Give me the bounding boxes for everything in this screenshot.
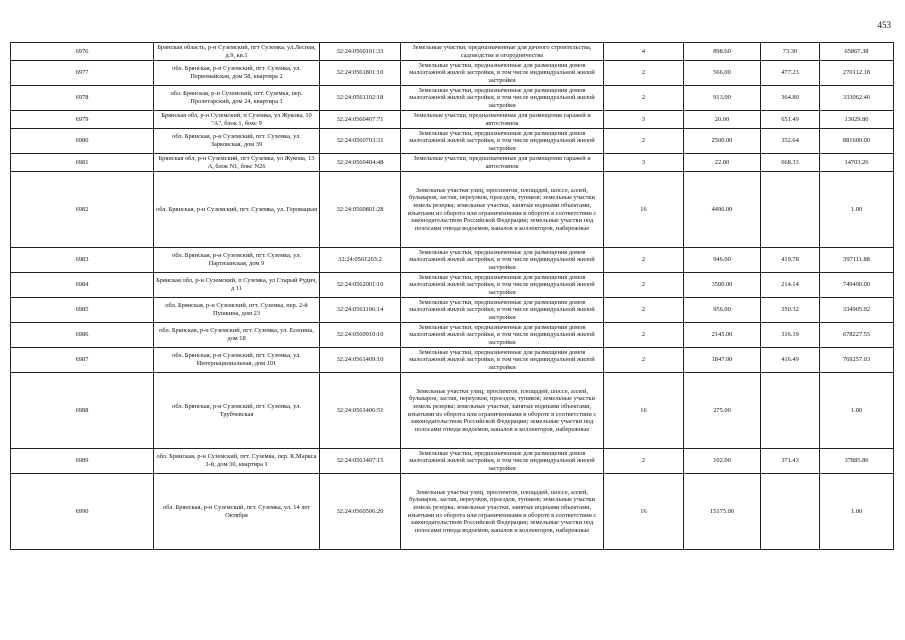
cadastral-value-cell: 14703.26 — [820, 154, 894, 172]
table-row — [11, 273, 894, 298]
row-number-cell: 6978 — [11, 86, 154, 111]
land-use-cell: Земельные участки, предназначенные для размещения домов малоэтажной жилой застройки, в том числе индивидуальной жилой застройки — [401, 61, 604, 86]
table-row — [11, 474, 894, 550]
group-cell: 2 — [604, 273, 684, 298]
rate-cell: 416.49 — [761, 348, 820, 373]
row-number-cell: 6985 — [11, 298, 154, 323]
land-registry-table — [10, 42, 894, 550]
address-cell: обл. Брянская, р-н Суземский, пгт. Суземка, ул. Интернациональная, дом 101 — [154, 348, 320, 373]
row-number-cell: 6980 — [11, 129, 154, 154]
land-use-cell: Земельные участки улиц, проспектов, площадей, шоссе, аллей, бульваров, застав, переулков, проездов, тупиков; земельные участки земель резерва; земельные участки, занятые водными объектами, изъятыми из оборота или ограниченными в обороте в соответствии с законодательством Российской Федерации; земельные участки под полосами отвода водоемов, каналов и коллекторов, набережные — [401, 172, 604, 248]
table-row — [11, 323, 894, 348]
cadastral-number-cell: 32:24:0561203:2 — [320, 248, 401, 273]
address-cell: обл. Брянская, р-н Суземский, пгт. Суземка, ул. Горовацкая — [154, 172, 320, 248]
rate-cell: 350.32 — [761, 298, 820, 323]
rate-cell: 214.14 — [761, 273, 820, 298]
cadastral-value-cell: 37885.86 — [820, 449, 894, 474]
land-use-cell: Земельные участки, предназначенные для дачного строительства, садоводства и огородничества — [401, 43, 604, 61]
area-cell: 1847.00 — [684, 348, 761, 373]
cadastral-value-cell: 881600.00 — [820, 129, 894, 154]
row-number-cell: 6976 — [11, 43, 154, 61]
cadastral-number-cell: 32:24:0560407:71 — [320, 111, 401, 129]
group-cell: 2 — [604, 61, 684, 86]
group-cell: 3 — [604, 154, 684, 172]
area-cell: 20.00 — [684, 111, 761, 129]
rate-cell — [761, 172, 820, 248]
cadastral-value-cell: 749490.00 — [820, 273, 894, 298]
land-use-cell: Земельные участки, предназначенные для размещения домов малоэтажной жилой застройки, в том числе индивидуальной жилой застройки — [401, 248, 604, 273]
cadastral-number-cell: 32:24:0560801:28 — [320, 172, 401, 248]
row-number-cell: 6987 — [11, 348, 154, 373]
row-number-cell: 6986 — [11, 323, 154, 348]
group-cell: 2 — [604, 248, 684, 273]
address-cell: обл. Брянская, р-н Суземский, пгт. Суземка, пер. К.Маркса 3-й, дом 30, квартира 1 — [154, 449, 320, 474]
land-use-cell: Земельные участки улиц, проспектов, площадей, шоссе, аллей, бульваров, застав, переулков, проездов, тупиков; земельные участки земель резерва; земельные участки, занятые водными объектами, изъятыми из оборота или ограниченными в обороте в соответствии с законодательством Российской Федерации; земельные участки под полосами отвода водоемов, каналов и коллекторов, набережные — [401, 373, 604, 449]
group-cell: 16 — [604, 373, 684, 449]
rate-cell: 371.43 — [761, 449, 820, 474]
rate-cell: 352.64 — [761, 129, 820, 154]
address-cell: обл. Брянская, р-н Суземский, пгт. Суземка, пер. Пролетарский, дом 24, квартира 1 — [154, 86, 320, 111]
land-use-cell: Земельные участки улиц, проспектов, площадей, шоссе, аллей, бульваров, застав, переулков, проездов, тупиков; земельные участки земель резерва; земельные участки, занятые водными объектами, изъятыми из оборота или ограниченными в обороте в соответствии с законодательством Российской Федерации; земельные участки под полосами отвода водоемов, каналов и коллекторов, набережные — [401, 474, 604, 550]
area-cell: 4496.00 — [684, 172, 761, 248]
table-row — [11, 373, 894, 449]
row-number-cell: 6979 — [11, 111, 154, 129]
group-cell: 2 — [604, 298, 684, 323]
cadastral-number-cell: 32:24:0560703:31 — [320, 129, 401, 154]
area-cell: 275.00 — [684, 373, 761, 449]
area-cell: 3500.00 — [684, 273, 761, 298]
group-cell: 16 — [604, 474, 684, 550]
cadastral-value-cell: 769257.03 — [820, 348, 894, 373]
row-number-cell: 6988 — [11, 373, 154, 449]
area-cell: 22.00 — [684, 154, 761, 172]
cadastral-number-cell: 32:24:0560910:10 — [320, 323, 401, 348]
area-cell: 15175.00 — [684, 474, 761, 550]
area-cell: 566.00 — [684, 61, 761, 86]
rate-cell — [761, 474, 820, 550]
area-cell: 2145.00 — [684, 323, 761, 348]
table-row — [11, 248, 894, 273]
land-use-cell: Земельные участки, предназначенные для размещения домов малоэтажной жилой застройки, в том числе индивидуальной жилой застройки — [401, 348, 604, 373]
group-cell: 2 — [604, 449, 684, 474]
area-cell: 913.00 — [684, 86, 761, 111]
cadastral-value-cell: 1.00 — [820, 474, 894, 550]
address-cell: обл. Брянская, р-н Суземский, пгт. Суземка, ул. Партизанская, дом 9 — [154, 248, 320, 273]
rate-cell: 73.30 — [761, 43, 820, 61]
cadastral-number-cell: 32:24:0560506:20 — [320, 474, 401, 550]
row-number-cell: 6990 — [11, 474, 154, 550]
group-cell: 4 — [604, 43, 684, 61]
cadastral-number-cell: 32:24:0561106:14 — [320, 298, 401, 323]
table-row — [11, 129, 894, 154]
page-number: 453 — [877, 20, 891, 30]
land-use-cell: Земельные участки, предназначенные для размещения домов малоэтажной жилой застройки, в том числе индивидуальной жилой застройки — [401, 449, 604, 474]
cadastral-number-cell: 32:24:0561409:10 — [320, 348, 401, 373]
rate-cell: 419.78 — [761, 248, 820, 273]
cadastral-value-cell: 270112.18 — [820, 61, 894, 86]
cadastral-number-cell: 32:24:0561102:18 — [320, 86, 401, 111]
cadastral-number-cell: 32:24:0561407:15 — [320, 449, 401, 474]
group-cell: 2 — [604, 323, 684, 348]
cadastral-number-cell: 32:24:0561801:10 — [320, 61, 401, 86]
group-cell: 2 — [604, 348, 684, 373]
cadastral-number-cell: 32:24:0560101:33 — [320, 43, 401, 61]
address-cell: Брянская область, р-н Суземский, пгт Суземка, ул.Лесная, д.9, кв.1 — [154, 43, 320, 61]
group-cell: 2 — [604, 86, 684, 111]
table-row — [11, 111, 894, 129]
cadastral-number-cell: 32:24:0562001:10 — [320, 273, 401, 298]
rate-cell: 316.19 — [761, 323, 820, 348]
group-cell: 16 — [604, 172, 684, 248]
rate-cell: 364.80 — [761, 86, 820, 111]
rate-cell: 651.49 — [761, 111, 820, 129]
land-use-cell: Земельные участки, предназначенные для размещения домов малоэтажной жилой застройки, в том числе индивидуальной жилой застройки — [401, 129, 604, 154]
table-row — [11, 172, 894, 248]
table-row — [11, 154, 894, 172]
table-row — [11, 86, 894, 111]
row-number-cell: 6977 — [11, 61, 154, 86]
land-use-cell: Земельные участки, предназначенные для размещения домов малоэтажной жилой застройки, в том числе индивидуальной жилой застройки — [401, 298, 604, 323]
row-number-cell: 6982 — [11, 172, 154, 248]
group-cell: 3 — [604, 111, 684, 129]
address-cell: Брянская обл, р-н Суземский, п Суземка, ул Старый Рудич, д 11 — [154, 273, 320, 298]
table-row — [11, 449, 894, 474]
cadastral-value-cell: 678227.55 — [820, 323, 894, 348]
rate-cell: 477.23 — [761, 61, 820, 86]
row-number-cell: 6983 — [11, 248, 154, 273]
cadastral-number-cell: 32:24:0561406:51 — [320, 373, 401, 449]
area-cell: 2500.00 — [684, 129, 761, 154]
area-cell: 956.00 — [684, 298, 761, 323]
cadastral-value-cell: 65867.38 — [820, 43, 894, 61]
cadastral-value-cell: 1.00 — [820, 172, 894, 248]
cadastral-value-cell: 13029.80 — [820, 111, 894, 129]
cadastral-value-cell: 333062.40 — [820, 86, 894, 111]
area-cell: 898.60 — [684, 43, 761, 61]
land-use-cell: Земельные участки, предназначенные для размещения домов малоэтажной жилой застройки, в том числе индивидуальной жилой застройки — [401, 323, 604, 348]
cadastral-value-cell: 1.00 — [820, 373, 894, 449]
address-cell: обл. Брянская, р-н Суземский, пгт. Суземка, ул. Первомайская, дом 58, квартира 2 — [154, 61, 320, 86]
row-number-cell: 6981 — [11, 154, 154, 172]
address-cell: обл. Брянская, р-н Суземский, пгт. Суземка, ул. Трубчевская — [154, 373, 320, 449]
table-row — [11, 61, 894, 86]
area-cell: 946.00 — [684, 248, 761, 273]
area-cell: 102.00 — [684, 449, 761, 474]
land-use-cell: Земельные участки, предназначенные для размещения гаражей и автостоянок — [401, 154, 604, 172]
land-use-cell: Земельные участки, предназначенные для размещения гаражей и автостоянок — [401, 111, 604, 129]
address-cell: Брянская обл, р-н Суземский, пгт Суземка, ул Жукова, 13 А, блок N1, бокс N26 — [154, 154, 320, 172]
cadastral-number-cell: 32:24:0560404:48 — [320, 154, 401, 172]
table-row — [11, 298, 894, 323]
address-cell: обл. Брянская, р-н Суземский, пгт. Суземка, ул. Есенина, дом 18 — [154, 323, 320, 348]
land-use-cell: Земельные участки, предназначенные для размещения домов малоэтажной жилой застройки, в том числе индивидуальной жилой застройки — [401, 273, 604, 298]
address-cell: обл. Брянская, р-н Суземский, пгт. Суземка, ул. 14 лет Октября — [154, 474, 320, 550]
address-cell: обл. Брянская, р-н Суземский, пгт. Суземка, ул. Зарковская, дом 39 — [154, 129, 320, 154]
group-cell: 2 — [604, 129, 684, 154]
row-number-cell: 6989 — [11, 449, 154, 474]
table-row — [11, 348, 894, 373]
address-cell: Брянская обл, р-н Суземский, п Суземка, ул Жукова, 10 "А", блок 1, бокс 9 — [154, 111, 320, 129]
address-cell: обл. Брянская, р-н Суземский, пгт. Суземка, пер. 2-й Пушкина, дом 23 — [154, 298, 320, 323]
rate-cell: 668.33 — [761, 154, 820, 172]
row-number-cell: 6984 — [11, 273, 154, 298]
table-row — [11, 43, 894, 61]
cadastral-value-cell: 397111.88 — [820, 248, 894, 273]
rate-cell — [761, 373, 820, 449]
cadastral-value-cell: 334905.92 — [820, 298, 894, 323]
land-use-cell: Земельные участки, предназначенные для размещения домов малоэтажной жилой застройки, в том числе индивидуальной жилой застройки — [401, 86, 604, 111]
